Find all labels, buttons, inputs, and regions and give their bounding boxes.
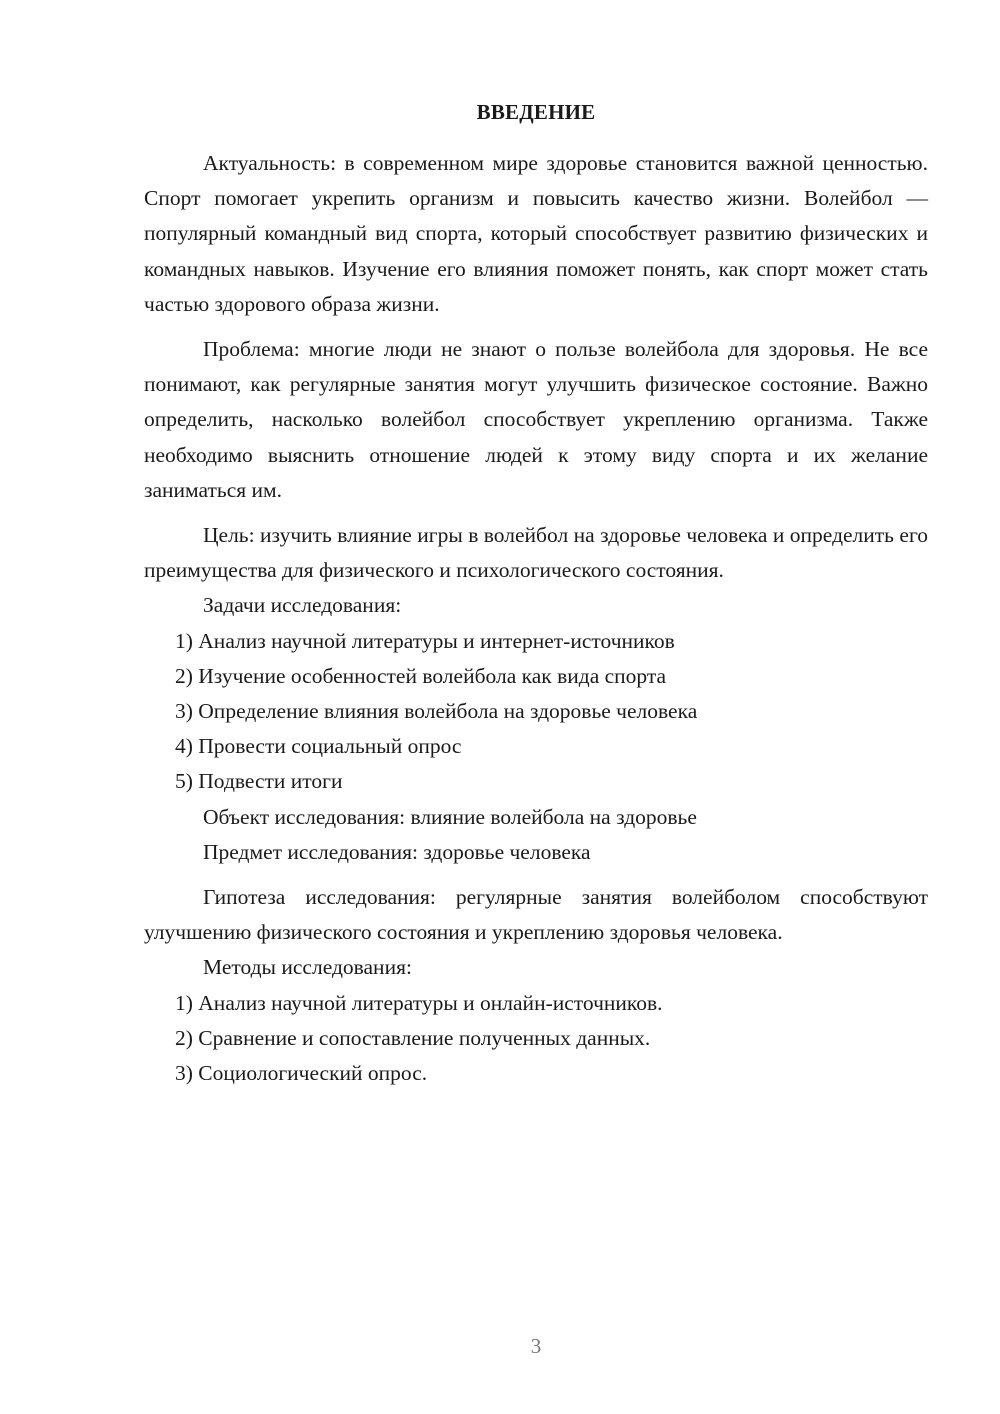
subject-line: Предмет исследования: здоровье человека	[203, 839, 591, 864]
document-page	[144, 90, 928, 1091]
problem-paragraph: Проблема: многие люди не знают о пользе волейбола для здоровья. Не все понимают, как регулярные занятия могут улучшить физическое состояние. Важно определить, насколько волейбол способствует укреплению организма. Также необходимо выяснить отношение людей к этому виду спорта и их желание заниматься им.	[144, 337, 928, 502]
method-item: 1) Анализ научной литературы и онлайн-источников.	[175, 990, 663, 1015]
tasks-heading: Задачи исследования:	[203, 593, 402, 618]
method-item: 3) Социологический опрос.	[175, 1061, 428, 1086]
task-item: 1) Анализ научной литературы и интернет-источников	[175, 628, 675, 653]
relevance-paragraph: Актуальность: в современном мире здоровье становится важной ценностью. Спорт помогает укрепить организм и повысить качество жизни. Волейбол — популярный командный вид спорта, который способствует развитию физических и командных навыков. Изучение его влияния поможет понять, как спорт может стать частью здорового образа жизни.	[144, 151, 928, 316]
page-title: ВВЕДЕНИЕ	[476, 100, 596, 124]
tasks-list	[144, 624, 928, 800]
hypothesis-paragraph: Гипотеза исследования: регулярные занятия волейболом способствуют улучшению физического состояния и укреплению здоровья человека.	[144, 885, 928, 945]
page-number: 3	[530, 1334, 542, 1358]
goal-paragraph: Цель: изучить влияние игры в волейбол на здоровье человека и определить его преимущества для физического и психологического состояния.	[144, 523, 928, 583]
methods-list	[144, 986, 928, 1092]
task-item: 4) Провести социальный опрос	[175, 734, 462, 759]
task-item: 5) Подвести итоги	[175, 769, 343, 794]
task-item: 2) Изучение особенностей волейбола как вида спорта	[175, 663, 667, 688]
method-item: 2) Сравнение и сопоставление полученных данных.	[175, 1025, 651, 1050]
methods-heading: Методы исследования:	[203, 955, 412, 980]
task-item: 3) Определение влияния волейбола на здоровье человека	[175, 699, 698, 724]
object-line: Объект исследования: влияние волейбола на здоровье	[203, 804, 697, 829]
